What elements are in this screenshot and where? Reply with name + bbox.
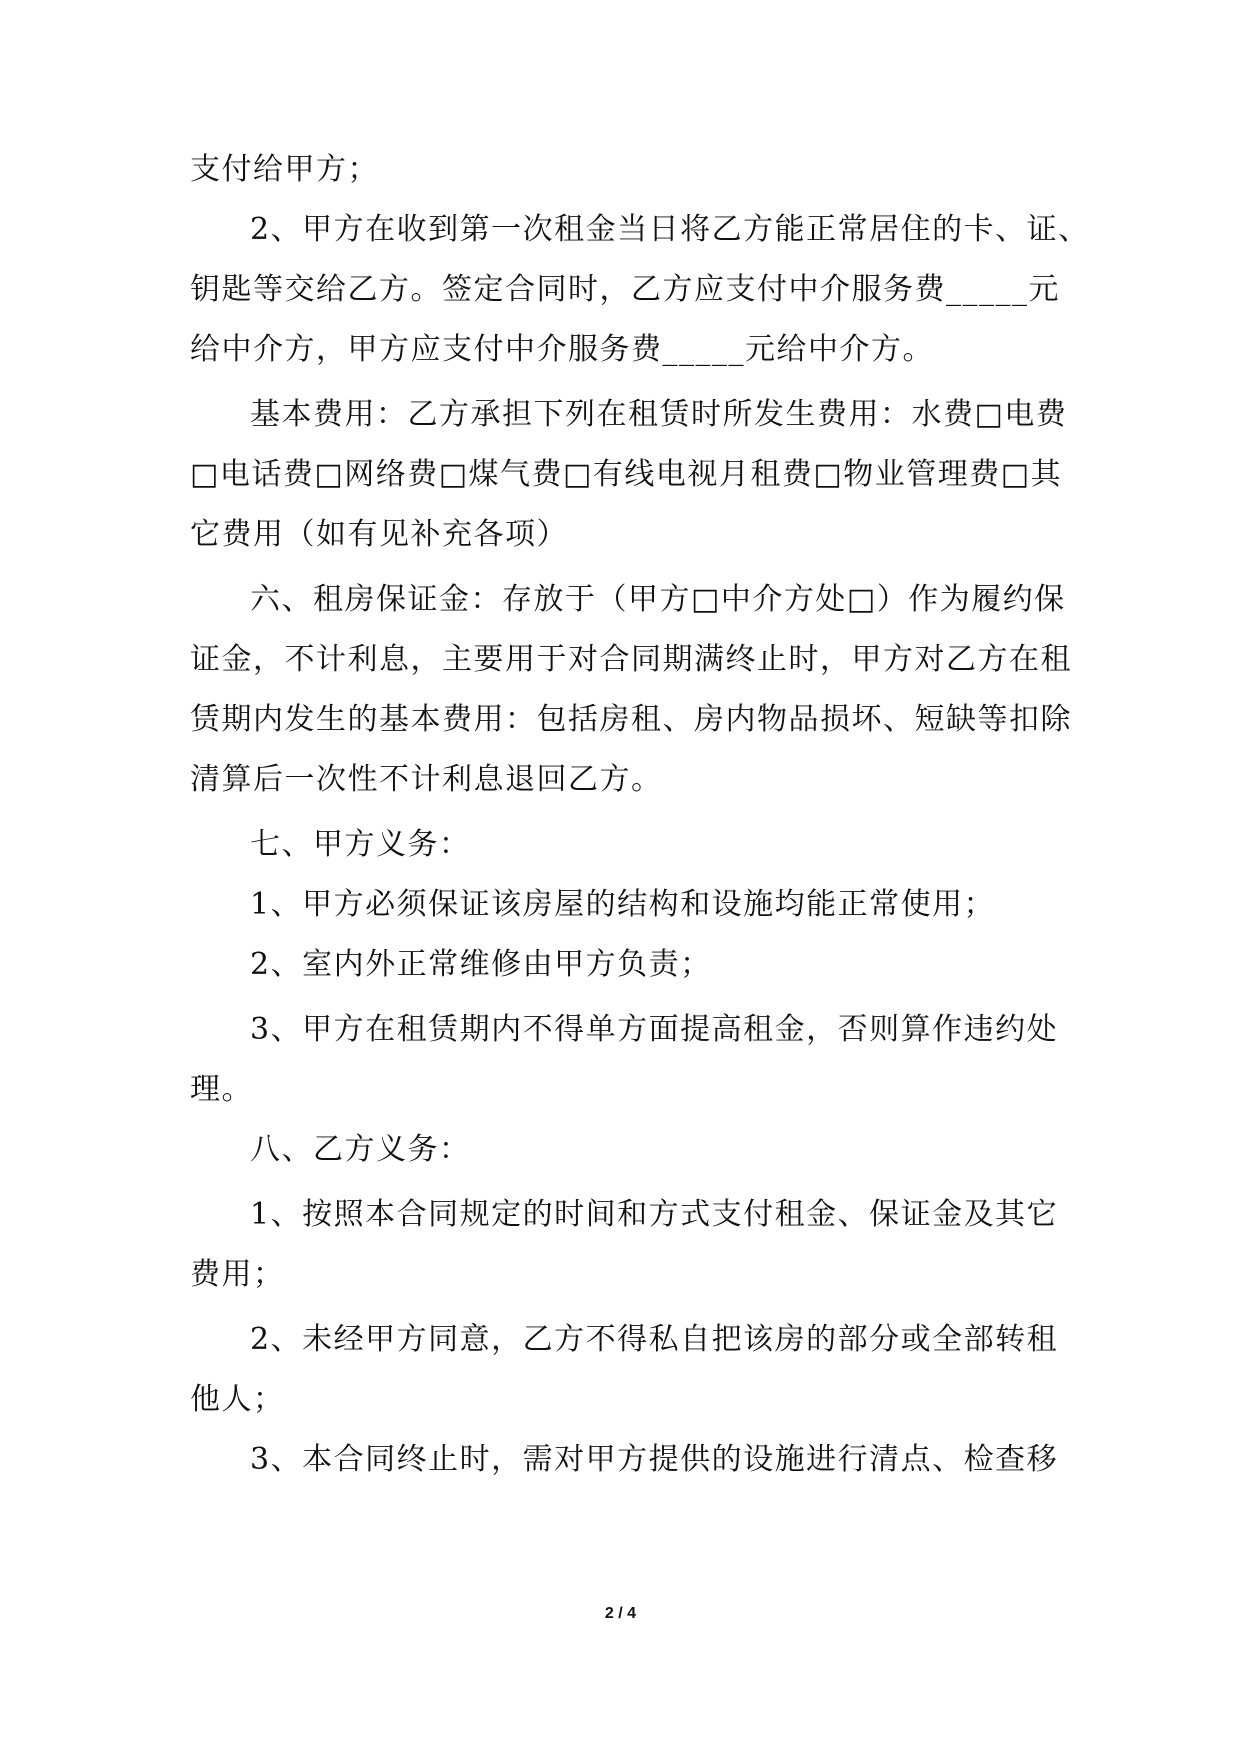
page-number: 2 / 4	[604, 1605, 637, 1622]
text-line: 它费用（如有见补充各项）	[190, 517, 568, 552]
text-line: □电话费□网络费□煤气费□有线电视月租费□物业管理费□其	[190, 457, 1063, 492]
text-line: 1、按照本合同规定的时间和方式支付租金、保证金及其它	[250, 1197, 1059, 1232]
text-line: 2、未经甲方同意，乙方不得私自把该房的部分或全部转租	[250, 1322, 1059, 1357]
text-line: 赁期内发生的基本费用：包括房租、房内物品损坏、短缺等扣除	[190, 702, 1072, 737]
text-line: 3、本合同终止时，需对甲方提供的设施进行清点、检查移	[250, 1442, 1059, 1477]
text-line: 基本费用：乙方承担下列在租赁时所发生费用：水费□电费	[250, 397, 1068, 432]
text-line: 清算后一次性不计利息退回乙方。	[190, 762, 663, 797]
text-line: 证金，不计利息，主要用于对合同期满终止时，甲方对乙方在租	[190, 642, 1072, 677]
text-line: 给中介方，甲方应支付中介服务费_____元给中介方。	[190, 332, 934, 367]
text-line: 支付给甲方；	[190, 152, 379, 187]
section-heading: 七、甲方义务：	[250, 827, 471, 862]
text-line: 3、甲方在租赁期内不得单方面提高租金，否则算作违约处	[250, 1012, 1059, 1047]
text-line: 费用；	[190, 1257, 285, 1292]
section-heading: 八、乙方义务：	[250, 1132, 471, 1167]
text-line: 理。	[190, 1072, 253, 1107]
text-line: 六、租房保证金：存放于（甲方□中介方处□）作为履约保	[250, 582, 1066, 617]
text-line: 钥匙等交给乙方。签定合同时，乙方应支付中介服务费_____元	[190, 272, 1060, 307]
text-line: 2、室内外正常维修由甲方负责；	[250, 947, 712, 982]
text-line: 他人；	[190, 1382, 285, 1417]
text-line: 1、甲方必须保证该房屋的结构和设施均能正常使用；	[250, 887, 996, 922]
text-line: 2、甲方在收到第一次租金当日将乙方能正常居住的卡、证、	[250, 212, 1090, 247]
